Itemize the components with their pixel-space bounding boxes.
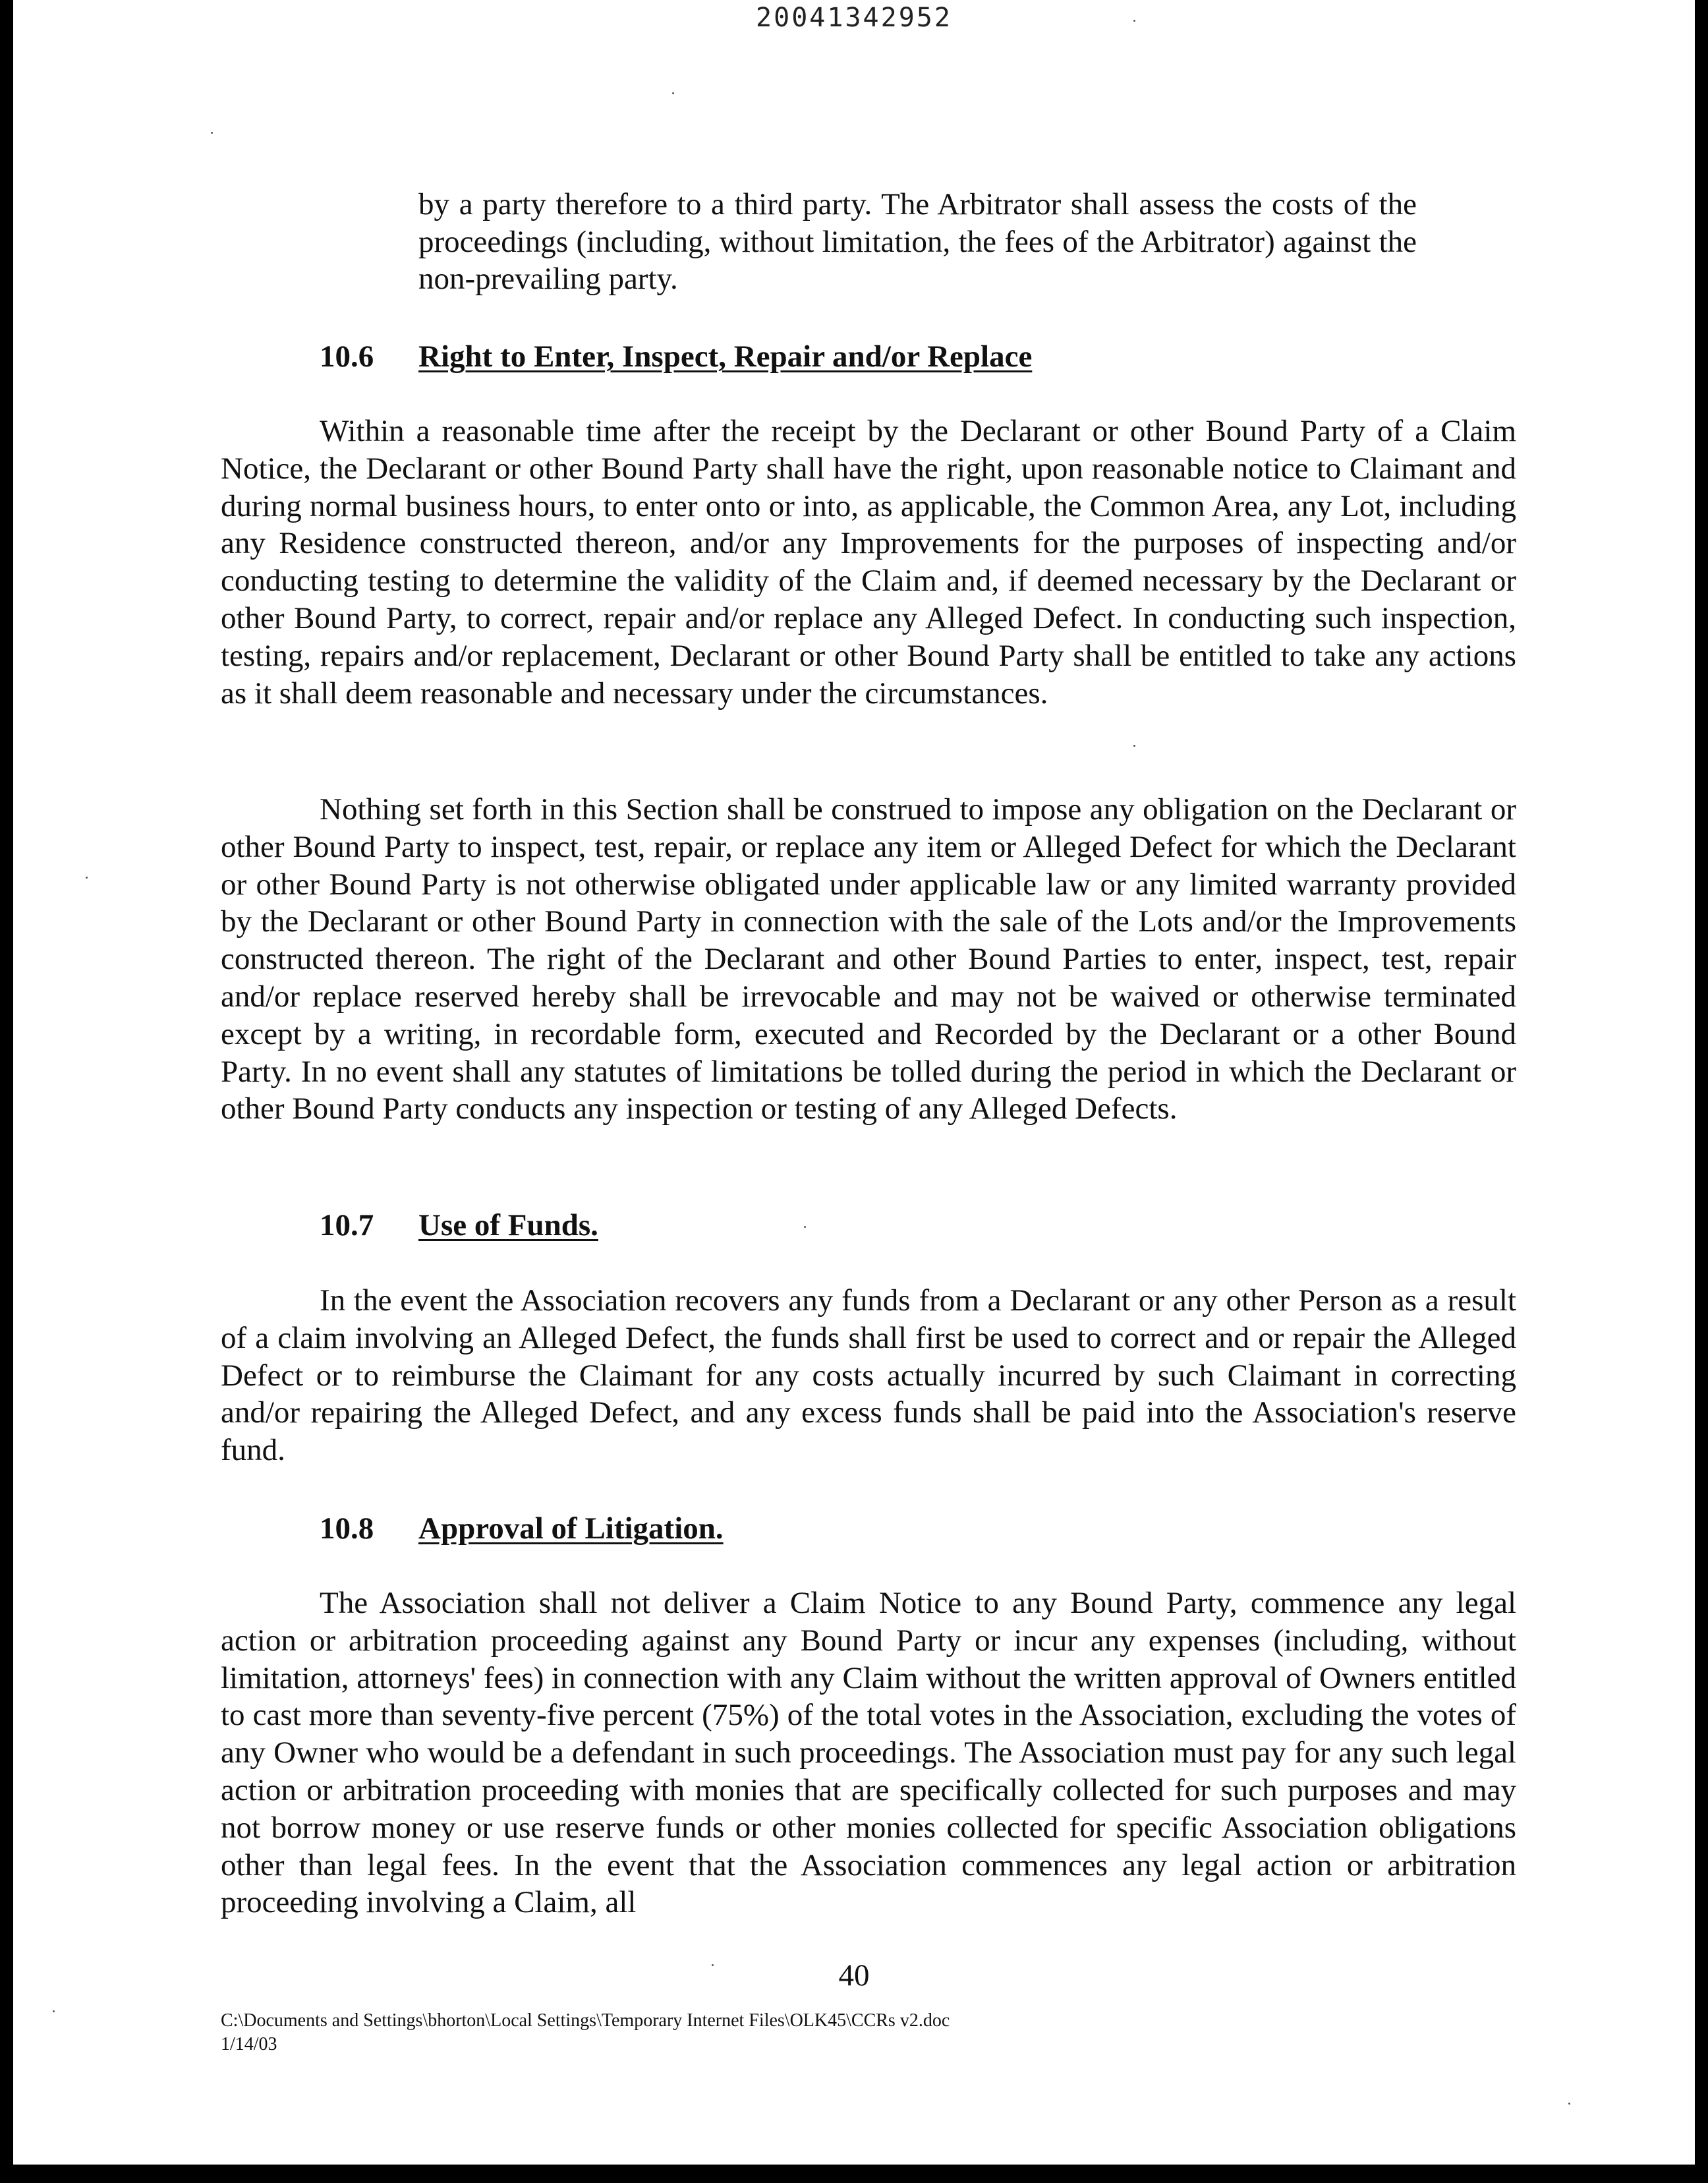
scan-speck: [672, 92, 674, 94]
scan-id-stamp: 20041342952: [756, 3, 952, 33]
section-number: 10.6: [320, 339, 374, 374]
section-number: 10.7: [320, 1208, 374, 1242]
scan-speck: [53, 2010, 55, 2012]
scan-speck: [86, 877, 88, 879]
section-title: Approval of Litigation.: [418, 1511, 724, 1546]
scan-speck: [211, 132, 213, 134]
scan-speck: [1568, 2103, 1570, 2105]
section-number: 10.8: [320, 1511, 374, 1546]
scan-speck: [804, 1226, 806, 1228]
scan-speck: [1133, 20, 1135, 22]
section-heading-10-6: [320, 339, 1032, 374]
scan-speck: [1133, 745, 1135, 747]
footer-file-path: C:\Documents and Settings\bhorton\Local Settings\Temporary Internet Files\OLK45\CCRs v2.doc: [221, 2010, 950, 2031]
section-10-8-paragraph-1: The Association shall not deliver a Claim Notice to any Bound Party, commence any legal action or arbitration proceeding against any Bound Party or incur any expenses (including, without limitation, attorneys' fees) in connection with any Claim without the written approval of Owners entitled to cast more than seventy-five percent (75%) of the total votes in the Association, excluding the votes of any Owner who would be a defendant in such proceedings. The Association must pay for any such legal action or arbitration proceeding with monies that are specifically collected for such purposes and may not borrow money or use reserve funds or other monies collected for specific Association obligations other than legal fees. In the event that the Association commences any legal action or arbitration proceeding involving a Claim, all: [221, 1586, 1516, 1920]
section-10-7-paragraph-1: In the event the Association recovers any funds from a Declarant or any other Person as a result of a claim involving an Alleged Defect, the funds shall first be used to correct and or repair the Alleged Defect or to reimburse the Claimant for any costs actually incurred by such Claimant in correcting and/or repairing the Alleged Defect, and any excess funds shall be paid into the Association's reserve fund.: [221, 1283, 1516, 1468]
section-10-6-paragraph-1: Within a reasonable time after the receipt by the Declarant or other Bound Party of a Claim Notice, the Declarant or other Bound Party shall have the right, upon reasonable notice to Claimant and during normal business hours, to enter onto or into, as applicable, the Common Area, any Lot, including any Residence constructed thereon, and/or any Improvements for the purposes of inspecting and/or conducting testing to determine the validity of the Claim and, if deemed necessary by the Declarant or other Bound Party, to correct, repair and/or replace any Alleged Defect. In conducting such inspection, testing, repairs and/or replacement, Declarant or other Bound Party shall be entitled to take any actions as it shall deem reasonable and necessary under the circumstances.: [221, 414, 1516, 711]
footer-date: 1/14/03: [221, 2034, 277, 2054]
scan-border-left: [0, 0, 13, 2183]
continuation-paragraph: by a party therefore to a third party. The Arbitrator shall assess the costs of the proceedings (including, without limitation, the fees of the Arbitrator) against the non-prevailing party.: [418, 187, 1417, 296]
section-title: Use of Funds.: [418, 1208, 598, 1242]
scan-border-right: [1695, 0, 1708, 2183]
section-heading-10-7: [320, 1208, 598, 1243]
section-10-6-paragraph-2: Nothing set forth in this Section shall be construed to impose any obligation on the Declarant or other Bound Party to inspect, test, repair, or replace any item or Alleged Defect for which the Declarant or other Bound Party is not otherwise obligated under applicable law or any limited warranty provided by the Declarant or other Bound Party in connection with the sale of the Lots and/or the Improvements constructed thereon. The right of the Declarant and other Bound Parties to enter, inspect, test, repair and/or replace reserved hereby shall be irrevocable and may not be waived or otherwise terminated except by a writing, in recordable form, executed and Recorded by the Declarant or a other Bound Party. In no event shall any statutes of limitations be tolled during the period in which the Declarant or other Bound Party conducts any inspection or testing of any Alleged Defects.: [221, 792, 1516, 1126]
document-page: [13, 0, 1695, 2165]
page-number: 40: [838, 1958, 870, 1993]
scan-border-bottom: [0, 2165, 1708, 2183]
section-heading-10-8: [320, 1511, 724, 1546]
scan-speck: [712, 1964, 714, 1966]
document-footer: [221, 2009, 950, 2056]
section-title: Right to Enter, Inspect, Repair and/or Replace: [418, 339, 1033, 374]
